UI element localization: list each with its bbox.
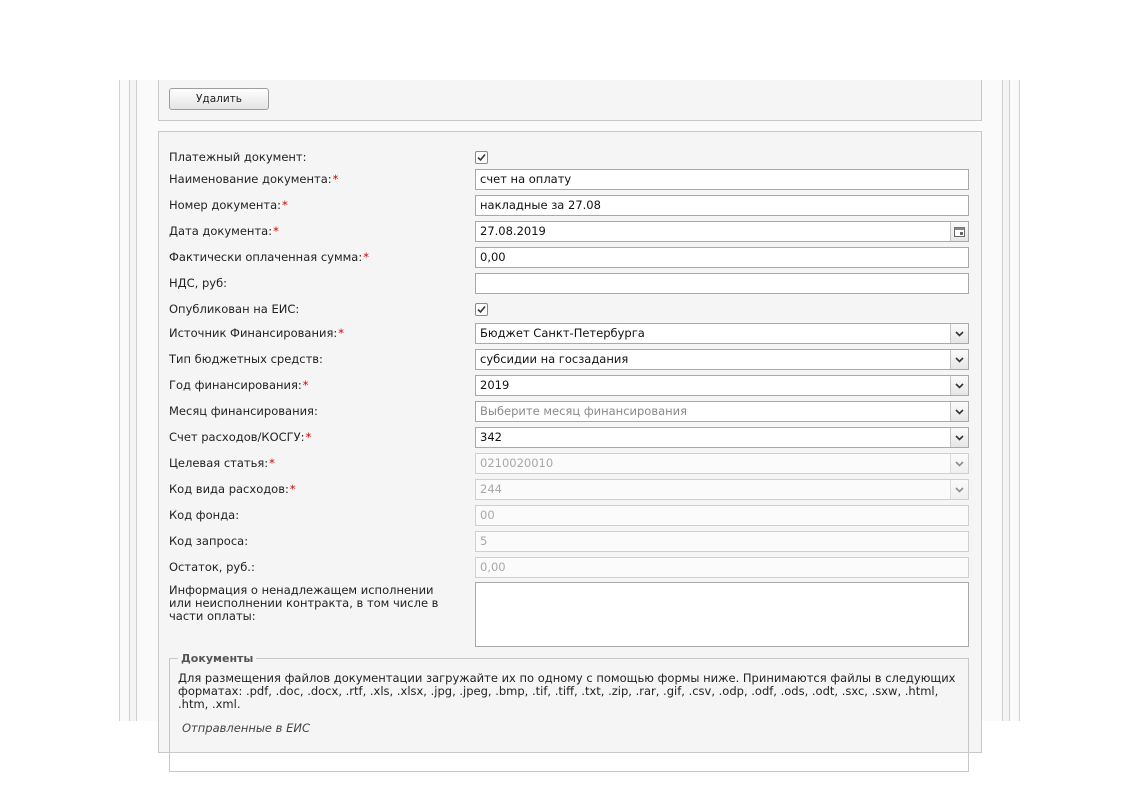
doc-number-label: Номер документа: [169,198,282,212]
chevron-down-icon [955,435,964,441]
row-expense-account [159,426,981,448]
target-article-label: Целевая статья: [169,456,269,470]
calendar-icon [954,227,965,237]
required-mark: * [305,430,312,444]
funding-source-label: Источник Финансирования: [169,326,338,340]
row-nonperformance [159,582,981,648]
funding-year-select[interactable] [475,375,969,396]
delete-button[interactable]: Удалить [169,88,269,110]
funding-source-select[interactable] [475,323,969,344]
row-request-code [159,530,981,552]
calendar-button[interactable] [950,222,968,241]
row-doc-date [159,220,981,242]
row-doc-name [159,168,981,190]
expense-code-label: Код вида расходов: [169,482,289,496]
row-funding-month [159,400,981,422]
required-mark: * [338,326,344,340]
funding-month-select[interactable] [475,401,969,422]
required-mark: * [273,224,279,238]
dropdown-button[interactable] [950,324,968,343]
vat-input[interactable] [475,273,969,294]
row-funding-source [159,322,981,344]
doc-date-value: 27.08.2019 [480,224,546,238]
expense-account-label: Счет расходов/КОСГУ: [169,430,305,444]
funding-month-label: Месяц финансирования: [169,404,318,418]
doc-name-label: Наименование документа: [169,172,332,186]
target-article-value: 0210020010 [480,456,554,470]
payment-doc-checkbox[interactable] [475,151,488,164]
payment-document-form [158,131,982,753]
required-mark: * [332,172,339,186]
page-frame [119,80,1020,735]
doc-name-input[interactable]: счет на оплату [475,169,969,190]
left-scroll-rail [129,80,137,721]
published-eis-label: Опубликован на ЕИС: [169,302,300,316]
right-scroll-rail [1002,80,1010,721]
funding-month-placeholder: Выберите месяц финансирования [480,404,688,418]
top-panel [158,80,982,121]
chevron-down-icon [955,461,964,467]
published-eis-checkbox[interactable] [475,303,488,316]
target-article-select [475,453,969,474]
fund-code-label: Код фонда: [169,508,240,522]
row-payment-doc [159,146,981,168]
dropdown-button [950,454,968,473]
required-mark: * [269,456,275,470]
row-fund-code [159,504,981,526]
dropdown-button [950,480,968,499]
budget-type-value: субсидии на госзадания [480,352,629,366]
chevron-down-icon [955,331,964,337]
request-code-label: Код запроса: [169,534,249,548]
fund-code-input: 00 [475,505,969,526]
dropdown-button[interactable] [950,402,968,421]
request-code-input: 5 [475,531,969,552]
row-published-eis [159,298,981,320]
row-doc-number [159,194,981,216]
row-target-article [159,452,981,474]
nonperformance-textarea[interactable] [475,582,969,647]
row-paid-sum [159,246,981,268]
balance-input: 0,00 [475,557,969,578]
required-mark: * [302,378,309,392]
doc-date-input[interactable] [475,221,969,242]
expense-code-select [475,479,969,500]
vat-label: НДС, руб: [169,276,228,290]
row-budget-type [159,348,981,370]
funding-source-value: Бюджет Санкт-Петербурга [480,326,645,340]
budget-type-select[interactable] [475,349,969,370]
paid-sum-label: Фактически оплаченная сумма: [169,250,363,264]
balance-label: Остаток, руб.: [169,560,255,574]
row-funding-year [159,374,981,396]
row-balance [159,556,981,578]
required-mark: * [289,482,296,496]
dropdown-button[interactable] [950,350,968,369]
dropdown-button[interactable] [950,376,968,395]
expense-code-value: 244 [480,482,502,496]
expense-account-select[interactable] [475,427,969,448]
sent-to-eis-label: Отправленные в ЕИС [182,721,310,735]
documents-legend: Документы [181,652,254,665]
checkmark-icon [477,305,486,314]
doc-number-input[interactable]: накладные за 27.08 [475,195,969,216]
checkmark-icon [477,153,486,162]
row-expense-code [159,478,981,500]
required-mark: * [363,250,369,264]
budget-type-label: Тип бюджетных средств: [169,352,323,366]
required-mark: * [282,198,288,212]
funding-year-value: 2019 [480,378,510,392]
chevron-down-icon [955,409,964,415]
funding-year-label: Год финансирования: [169,378,302,392]
chevron-down-icon [955,383,964,389]
documents-description: Для размещения файлов документации загружайте их по одному с помощью формы ниже. Принимаются файлы в следующих форматах: .pdf, .doc, .docx, .rtf, .xls, .xlsx, .jpg, .jpeg, .bmp, .tif, .tiff, .txt, .zip, .rar, .gif, .csv, .odp, .odf, .ods, .odt, .sxc, .sxw, .html, .htm, .xml. [178,671,956,711]
payment-doc-label: Платежный документ: [169,150,307,164]
documents-fieldset [169,652,969,772]
nonperformance-label: Информация о ненадлежащем исполнении или неисполнении контракта, в том числе в части оплаты: [169,583,439,623]
chevron-down-icon [955,357,964,363]
paid-sum-input[interactable]: 0,00 [475,247,969,268]
expense-account-value: 342 [480,430,502,444]
dropdown-button[interactable] [950,428,968,447]
row-vat [159,272,981,294]
doc-date-label: Дата документа: [169,224,273,238]
chevron-down-icon [955,487,964,493]
